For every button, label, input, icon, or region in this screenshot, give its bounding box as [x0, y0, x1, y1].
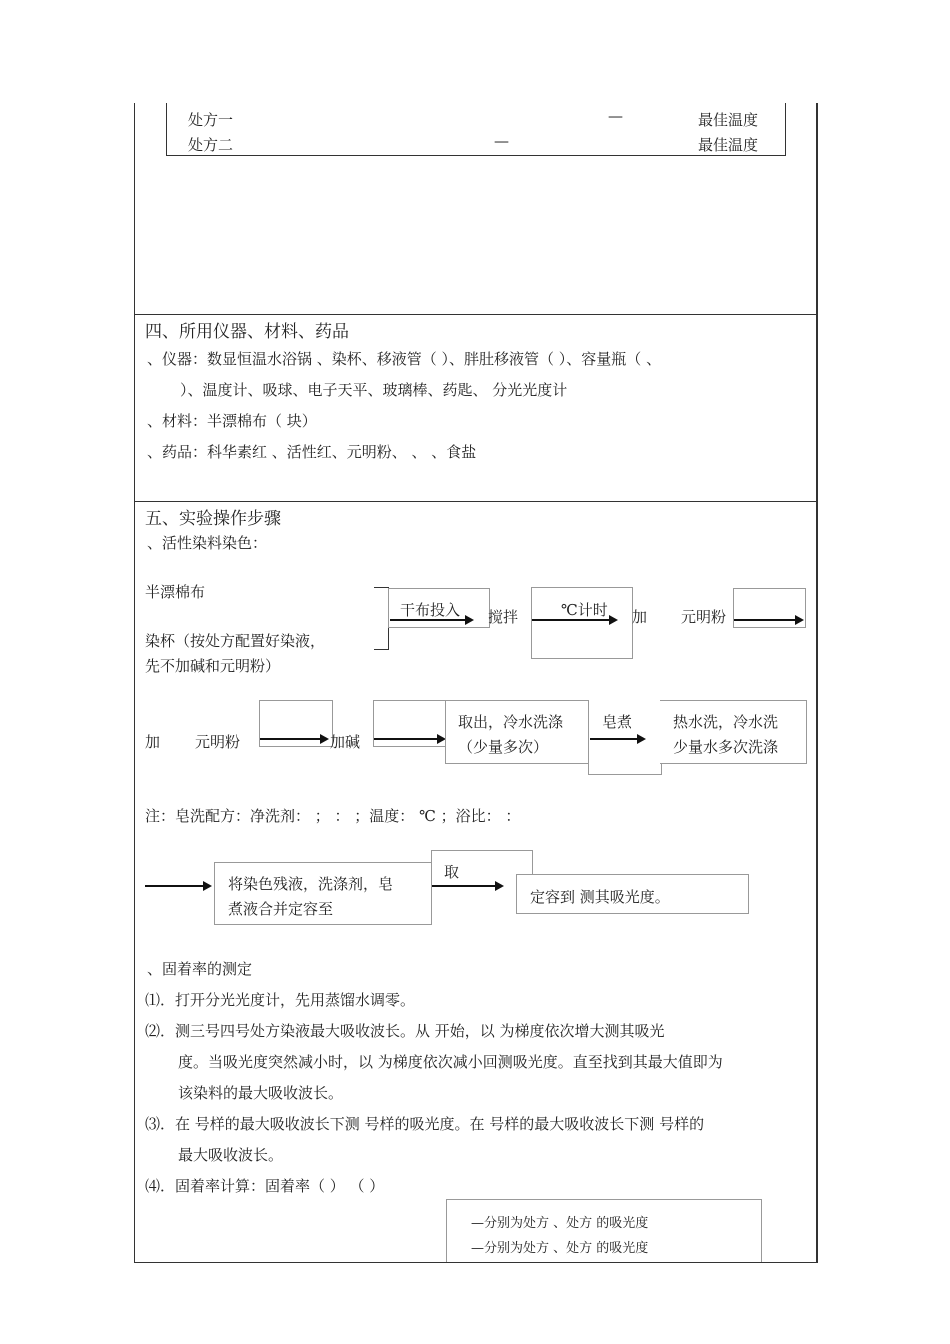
section4-title: 四、所用仪器、材料、药品	[145, 322, 349, 342]
flow1-cotton: 半漂棉布	[145, 583, 206, 601]
flow2-arrow-3	[590, 738, 644, 740]
legend-line1: —分别为处方 、处方 的吸光度	[471, 1216, 649, 1231]
prescription-1-dash: —	[608, 107, 623, 125]
instruments-line2: ）、温度计、吸球、电子天平、玻璃棒、药匙、 分光光度计	[180, 381, 568, 399]
subtable-left	[166, 103, 167, 156]
step-3-line1: ⑶．在 号样的最大吸收波长下测 号样的吸光度。在 号样的最大吸收波长下测 号样的	[145, 1115, 705, 1133]
flow1-stir: 搅拌	[488, 608, 519, 626]
flow1-cup-1: 染杯（按处方配置好染液，	[145, 632, 326, 650]
prescription-2-label: 处方二	[188, 136, 234, 154]
flow2-wash2-line1: 热水洗，冷水洗	[673, 713, 779, 731]
flow3-arrow-1	[145, 885, 210, 887]
flow1-salt: 元明粉	[681, 608, 727, 626]
fixation-subtitle: 、固着率的测定	[147, 960, 253, 978]
flow2-add: 加	[145, 733, 161, 751]
flow2-wash1-line1: 取出，冷水洗涤	[458, 713, 564, 731]
flow3-combine-line2: 煮液合并定容至	[228, 900, 334, 918]
flow1-arrow-3	[734, 619, 802, 621]
step-4: ⑷．固着率计算：固着率（ ） （ ）	[145, 1177, 385, 1195]
step-2-line1: ⑵．测三号四号处方染液最大吸收波长。从 开始，以 为梯度依次增大测其吸光	[145, 1022, 665, 1040]
step-2-line2: 度。当吸光度突然减小时，以 为梯度依次减小回测吸光度。直至找到其最大值即为	[178, 1053, 723, 1071]
table-left-border	[134, 103, 135, 1263]
flow2-arrow-2	[374, 738, 444, 740]
section5-title: 五、实验操作步骤	[145, 509, 281, 529]
reactive-dyeing-subtitle: 、活性染料染色：	[147, 534, 268, 552]
subtable-bottom	[166, 155, 786, 156]
flow3-arrow-2	[432, 885, 502, 887]
subtable-right	[785, 103, 786, 156]
divider-section4	[134, 314, 818, 315]
table-right-border	[816, 103, 818, 1263]
table-bottom-border	[134, 1262, 818, 1263]
step-3-line2: 最大吸收波长。	[178, 1146, 284, 1164]
flow1-arrow-1	[390, 619, 472, 621]
flow2-wash2-line2: 少量水多次洗涤	[673, 738, 779, 756]
flow2-alkali: 加碱	[330, 733, 361, 751]
instruments-line1: 、仪器：数显恒温水浴锅 、染杯、移液管（ ）、胖肚移液管（ ）、容量瓶（ 、	[147, 350, 662, 368]
flow2-soap: 皂煮	[602, 713, 633, 731]
divider-section5	[134, 501, 818, 502]
flow2-salt: 元明粉	[195, 733, 241, 751]
flow1-drop-label: 干布投入	[400, 601, 461, 619]
prescription-2-dash: —	[494, 132, 509, 150]
soaping-note: 注：皂洗配方：净洗剂： ； ： ；温度： ℃ ；浴比： ：	[145, 807, 521, 825]
bracket-top	[374, 587, 388, 588]
prescription-2-temp: 最佳温度	[698, 136, 759, 154]
prescription-1-temp: 最佳温度	[698, 111, 759, 129]
step-1: ⑴．打开分光光度计，先用蒸馏水调零。	[145, 991, 416, 1009]
flow1-arrow-2	[532, 619, 616, 621]
flow1-timing-label: ℃计时	[561, 601, 608, 619]
prescription-1-label: 处方一	[188, 111, 234, 129]
materials-line: 、材料：半漂棉布（ 块）	[147, 412, 317, 430]
flow1-add: 加	[632, 608, 648, 626]
chemicals-line: 、药品：科华素红 、活性红、元明粉、 、 、食盐	[147, 443, 477, 461]
bracket-bottom	[374, 649, 388, 650]
flow3-take: 取	[444, 863, 460, 881]
flow1-cup-2: 先不加碱和元明粉）	[145, 657, 281, 675]
flow2-wash1-line2: （少量多次）	[458, 738, 549, 756]
flow2-arrow-1	[260, 738, 327, 740]
legend-line2: —分别为处方 、处方 的吸光度	[471, 1241, 649, 1256]
step-2-line3: 该染料的最大吸收波长。	[178, 1084, 344, 1102]
flow3-final: 定容到 测其吸光度。	[530, 888, 670, 906]
flow3-combine-line1: 将染色残液，洗涤剂，皂	[228, 875, 394, 893]
